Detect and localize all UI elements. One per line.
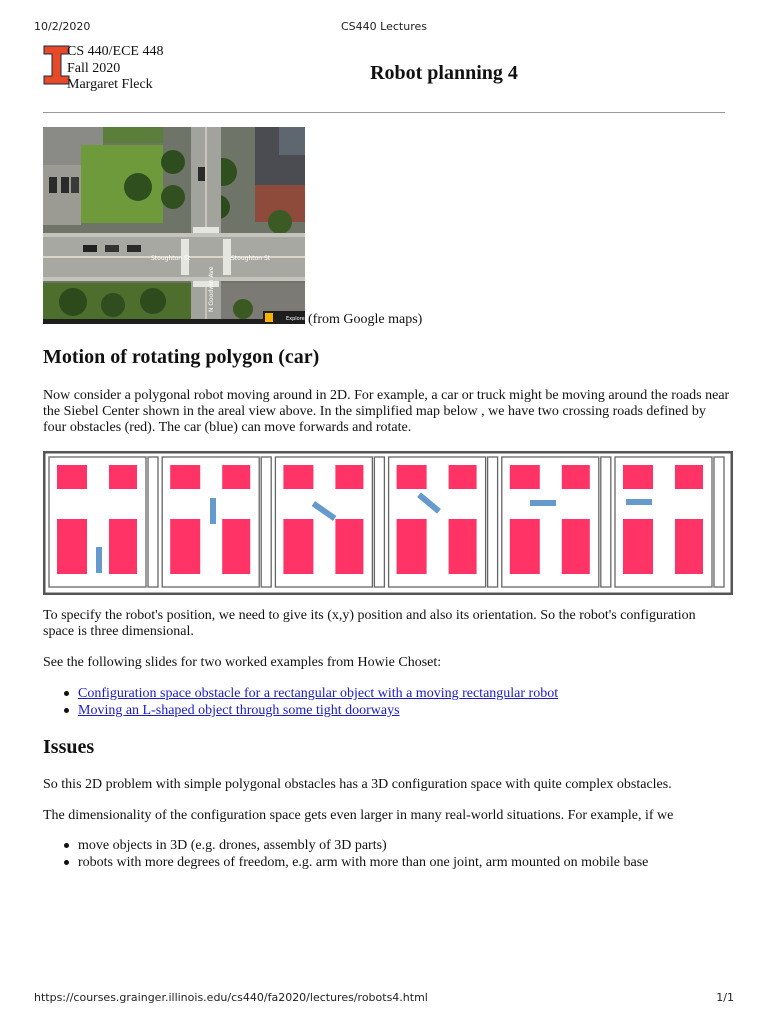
list-item: robots with more degrees of freedom, e.g. arm with more than one joint, arm mounted on mobile base <box>43 854 648 871</box>
list-item <box>43 702 558 719</box>
obstacle-bottom-left <box>397 519 427 574</box>
street-label: N Goodwin Ave <box>208 266 215 312</box>
intro-line: the Siebel Center shown in the areal view above. In the simplified map below , we have two crossing roads defined by <box>43 404 706 419</box>
map-caption: (from Google maps) <box>308 312 423 327</box>
obstacle-top-right <box>449 465 477 489</box>
configuration-paragraph <box>43 608 733 640</box>
frame-gap <box>714 457 724 587</box>
map-explore-label: Explore <box>286 316 305 322</box>
obstacle-top-right <box>222 465 250 489</box>
print-date: 10/2/2020 <box>34 20 91 33</box>
obstacle-top-left <box>397 465 427 489</box>
obstacle-top-left <box>510 465 540 489</box>
obstacle-top-left <box>623 465 653 489</box>
page-title: Robot planning 4 <box>370 62 518 84</box>
link-l-shaped-object[interactable]: Moving an L-shaped object through some tight doorways <box>78 703 400 718</box>
course-number: CS 440/ECE 448 <box>67 44 164 59</box>
motion-frame <box>49 457 158 587</box>
obstacle-top-left <box>170 465 200 489</box>
print-header-title: CS440 Lectures <box>341 20 427 33</box>
motion-frame <box>389 457 498 587</box>
obstacle-bottom-left <box>283 519 313 574</box>
list-item <box>43 685 558 702</box>
obstacle-top-left <box>57 465 87 489</box>
frame-gap <box>488 457 498 587</box>
obstacle-top-right <box>562 465 590 489</box>
list-item: move objects in 3D (e.g. drones, assembly of 3D parts) <box>43 837 648 854</box>
config-line: space is three dimensional. <box>43 624 194 639</box>
obstacle-bottom-right <box>675 519 703 574</box>
obstacle-bottom-left <box>510 519 540 574</box>
dimensionality-paragraph: The dimensionality of the configuration space gets even larger in many real-world situations. For example, if we <box>43 808 674 823</box>
frame-gap <box>261 457 271 587</box>
obstacle-bottom-right <box>562 519 590 574</box>
print-url: https://courses.grainger.illinois.edu/cs440/fa2020/lectures/robots4.html <box>34 991 428 1004</box>
car <box>626 499 652 505</box>
section-heading-motion: Motion of rotating polygon (car) <box>43 346 320 368</box>
course-instructor: Margaret Fleck <box>67 77 153 92</box>
frame-gap <box>148 457 158 587</box>
frame-gap <box>601 457 611 587</box>
street-label: Stoughton St <box>231 255 271 262</box>
obstacle-top-right <box>335 465 363 489</box>
aerial-map-image <box>43 127 305 324</box>
slides-paragraph: See the following slides for two worked examples from Howie Choset: <box>43 655 442 670</box>
motion-frame <box>162 457 271 587</box>
intro-paragraph <box>43 388 733 436</box>
examples-list <box>43 837 648 871</box>
print-footer <box>0 991 768 1005</box>
obstacle-bottom-left <box>57 519 87 574</box>
obstacle-bottom-right <box>449 519 477 574</box>
slides-link-list <box>43 685 558 719</box>
car-motion-diagram <box>43 451 733 595</box>
config-line: To specify the robot's position, we need to give its (x,y) position and also its orientation. So the robot's configuration <box>43 608 696 623</box>
obstacle-top-right <box>675 465 703 489</box>
obstacle-bottom-right <box>222 519 250 574</box>
obstacle-bottom-left <box>623 519 653 574</box>
issues-paragraph: So this 2D problem with simple polygonal obstacles has a 3D configuration space with quite complex obstacles. <box>43 777 672 792</box>
car <box>96 547 102 573</box>
street-label: Stoughton St <box>151 255 191 262</box>
header-divider <box>43 112 725 113</box>
intro-line: four obstacles (red). The car (blue) can move forwards and rotate. <box>43 420 412 435</box>
course-term: Fall 2020 <box>67 60 121 76</box>
car <box>530 500 556 506</box>
car <box>210 498 216 524</box>
print-page-number: 1/1 <box>716 991 734 1004</box>
obstacle-bottom-right <box>109 519 137 574</box>
section-heading-issues: Issues <box>43 736 95 758</box>
motion-frame <box>275 457 384 587</box>
link-config-space-obstacle[interactable]: Configuration space obstacle for a rectangular object with a moving rectangular robot <box>78 686 559 701</box>
obstacle-top-left <box>283 465 313 489</box>
motion-frame <box>615 457 724 587</box>
obstacle-bottom-right <box>335 519 363 574</box>
frame-gap <box>374 457 384 587</box>
print-header <box>0 20 768 34</box>
intro-line: Now consider a polygonal robot moving around in 2D. For example, a car or truck might be moving around the roads near <box>43 388 730 403</box>
motion-frame <box>502 457 611 587</box>
obstacle-bottom-left <box>170 519 200 574</box>
obstacle-top-right <box>109 465 137 489</box>
